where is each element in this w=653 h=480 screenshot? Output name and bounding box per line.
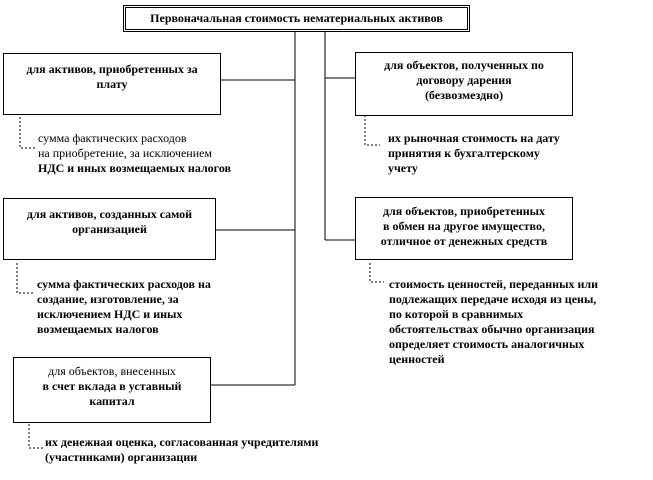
box-line: для активов, созданных самой bbox=[26, 207, 193, 221]
box-line: в обмен на другое имущество, bbox=[383, 219, 545, 233]
box-line: для объектов, полученных по bbox=[384, 58, 544, 72]
note-line: по которой в сравнимых bbox=[389, 307, 524, 321]
purchased-assets-note bbox=[38, 131, 231, 176]
note-line: (участниками) организации bbox=[45, 450, 198, 464]
box-line: для активов, приобретенных за bbox=[26, 62, 198, 76]
box-line: для объектов, внесенных bbox=[48, 364, 176, 378]
note-line: определяет стоимость аналогичных bbox=[389, 337, 585, 351]
box-line: плату bbox=[96, 77, 128, 91]
box-line: капитал bbox=[89, 394, 135, 408]
note-line: их рыночная стоимость на дату bbox=[388, 131, 560, 145]
note-line: сумма фактических расходов bbox=[38, 131, 187, 145]
note-line: исключением НДС и иных bbox=[37, 307, 183, 321]
capital-contribution-box bbox=[13, 357, 211, 423]
main-title: Первоначальная стоимость нематериальных активов bbox=[150, 11, 443, 25]
note-line: учету bbox=[388, 161, 418, 175]
self-created-assets-note bbox=[37, 277, 211, 337]
main-title-box bbox=[123, 5, 470, 32]
capital-contribution-note bbox=[45, 435, 318, 465]
donation-assets-box bbox=[355, 52, 573, 116]
box-line: (безвозмездно) bbox=[424, 88, 504, 102]
box-line: для объектов, приобретенных bbox=[382, 204, 546, 218]
note-line: обстоятельствах обычно организация bbox=[389, 322, 595, 336]
note-line: стоимость ценностей, переданных или bbox=[389, 277, 598, 291]
box-line: в счет вклада в уставный bbox=[42, 379, 182, 393]
exchange-assets-note bbox=[389, 277, 598, 367]
note-line: возмещаемых налогов bbox=[37, 322, 159, 336]
purchased-assets-box bbox=[3, 53, 221, 115]
note-line: на приобретение, за исключением bbox=[38, 146, 213, 160]
self-created-assets-box bbox=[3, 198, 216, 260]
box-line: организацией bbox=[72, 222, 147, 236]
note-line: сумма фактических расходов на bbox=[37, 277, 211, 291]
note-line: создание, изготовление, за bbox=[37, 292, 179, 306]
donation-assets-note bbox=[388, 131, 560, 176]
note-line: подлежащих передаче исходя из цены, bbox=[389, 292, 597, 306]
note-line: ценностей bbox=[389, 352, 445, 366]
note-line: принятия к бухгалтерскому bbox=[388, 146, 540, 160]
note-line: их денежная оценка, согласованная учредителями bbox=[45, 435, 319, 449]
note-line: НДС и иных возмещаемых налогов bbox=[38, 161, 232, 175]
box-line: отличное от денежных средств bbox=[380, 234, 548, 248]
box-line: договору дарения bbox=[416, 73, 512, 87]
exchange-assets-box bbox=[355, 197, 573, 260]
